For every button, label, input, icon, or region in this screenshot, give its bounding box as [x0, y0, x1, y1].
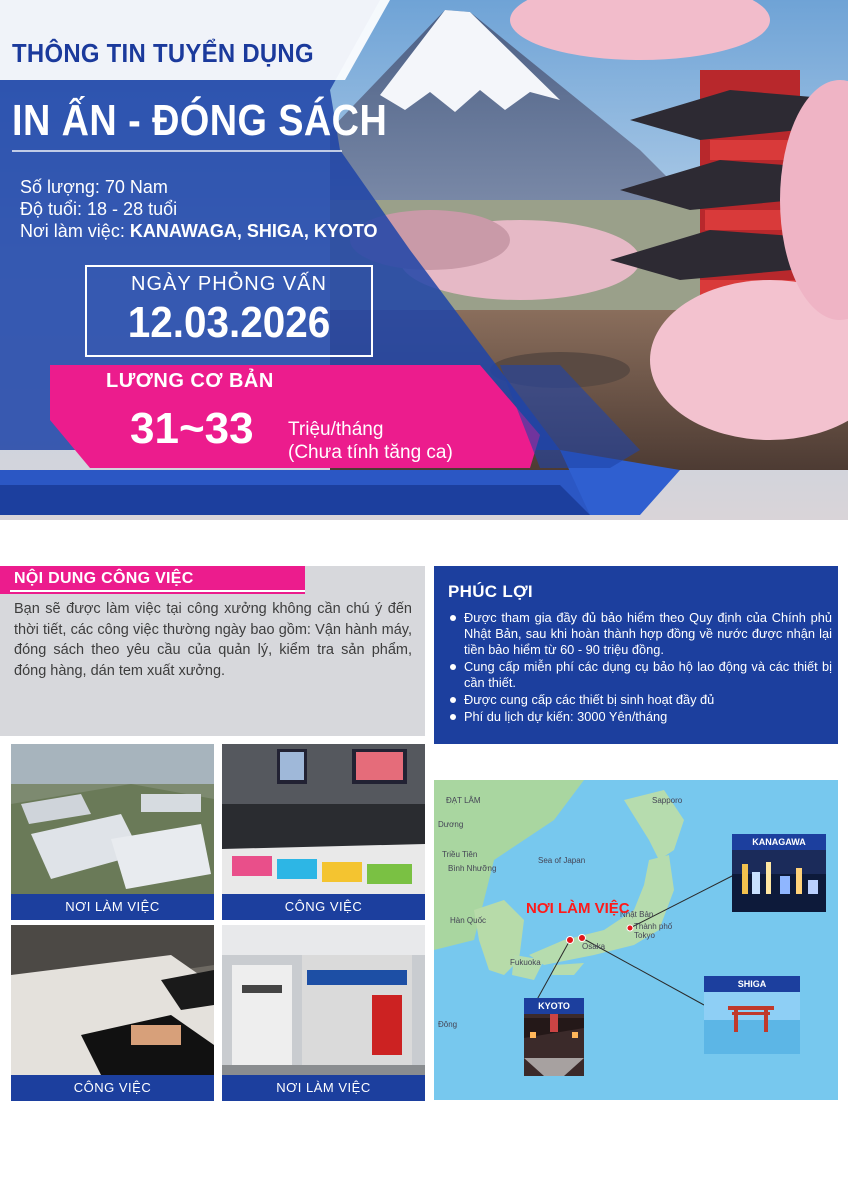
header-underline	[10, 590, 305, 592]
tile-caption: CÔNG VIỆC	[222, 894, 425, 920]
kanagawa-card	[732, 834, 826, 912]
salary-unit: Triệu/tháng	[288, 419, 384, 440]
benefit-item: Được cung cấp các thiết bị sinh hoạt đầy đủ	[448, 692, 832, 708]
quantity-text: Số lượng: 70 Nam	[20, 177, 168, 197]
map-label-han-quoc: Hàn Quốc	[450, 916, 487, 925]
salary-note: (Chưa tính tăng ca)	[288, 442, 453, 463]
shiga-card	[704, 976, 800, 1054]
job-description: Bạn sẽ được làm việc tại công xưởng không cần chú ý đến thời tiết, các công việc thường ngày bao gồm: Vận hành máy, đóng sách theo yêu cầu của quản lý, kiểm tra sản phẩm, đóng hàng, dán tem xuất xưởng.	[14, 601, 412, 679]
map-label-fukuoka: Fukuoka	[510, 958, 541, 967]
job-content-header	[0, 566, 305, 594]
map-label-dong: Đông	[438, 1020, 458, 1029]
kyoto-label: KYOTO	[524, 998, 584, 1014]
map-label-duong: Dương	[438, 820, 464, 829]
map-label-sea-of-japan: Sea of Japan	[538, 856, 586, 865]
interview-label: NGÀY PHỎNG VẤN	[131, 273, 327, 295]
benefit-item: Được tham gia đầy đủ bảo hiểm theo Quy định của Chính phủ Nhật Bản, sau khi hoàn thành hợp đồng về nước được nhận lại tiền bảo hiểm từ 60 - 90 triệu đồng.	[448, 610, 832, 658]
shiga-label: SHIGA	[704, 976, 800, 992]
age-text: Độ tuổi: 18 - 28 tuổi	[20, 199, 178, 219]
benefits-panel	[434, 566, 838, 744]
kicker-title: THÔNG TIN TUYỂN DỤNG	[12, 38, 314, 68]
map-label-dat-lam: ĐẠT LÂM	[446, 796, 481, 805]
workplace-label: Nơi làm việc:	[20, 221, 130, 241]
tile-caption: NƠI LÀM VIỆC	[222, 1075, 425, 1101]
kyoto-card	[524, 998, 584, 1076]
job-content-heading: NỘI DUNG CÔNG VIỆC	[14, 570, 194, 587]
map-label-tokyo: Thành phố Tokyo	[634, 922, 673, 940]
interview-date: 12.03.2026	[127, 298, 331, 347]
map-label-trieu-tien: Triều Tiên	[442, 850, 478, 859]
print-shop-photo	[222, 925, 425, 1101]
salary-value: 31~33	[130, 404, 254, 453]
map-label-osaka: Osaka	[582, 942, 606, 951]
title-divider	[12, 150, 342, 152]
benefit-item: Cung cấp miễn phí các dụng cụ bảo hộ lao động và các thiết bị cần thiết.	[448, 659, 832, 691]
job-content-panel	[0, 566, 425, 736]
workplace-row	[20, 220, 378, 242]
factory-aerial-photo	[11, 744, 214, 920]
salary-unit-block	[288, 418, 453, 464]
benefit-item: Phí du lịch dự kiến: 3000 Yên/tháng	[448, 709, 832, 725]
map-label-sapporo: Sapporo	[652, 796, 683, 805]
japan-map	[434, 780, 838, 1100]
interview-box	[85, 265, 373, 357]
kanagawa-label: KANAGAWA	[732, 834, 826, 850]
map-work-label: NƠI LÀM VIỆC	[526, 900, 630, 917]
benefits-heading: PHÚC LỢI	[448, 582, 533, 601]
map-label-binh-nhuong: Bình Nhưỡng	[448, 864, 497, 873]
page-title: IN ẤN - ĐÓNG SÁCH	[12, 96, 388, 145]
tile-caption: CÔNG VIỆC	[11, 1075, 214, 1101]
paper-cutting-photo	[11, 925, 214, 1101]
workplace-value: KANAWAGA, SHIGA, KYOTO	[129, 221, 378, 241]
map-label-nhat-ban: Nhật Bản	[620, 910, 654, 919]
printing-machine-photo	[222, 744, 425, 920]
salary-label: LƯƠNG CƠ BẢN	[106, 370, 274, 392]
tile-caption: NƠI LÀM VIỆC	[11, 894, 214, 920]
benefits-list	[448, 610, 832, 726]
job-info	[20, 176, 378, 242]
hero-banner	[0, 0, 848, 520]
